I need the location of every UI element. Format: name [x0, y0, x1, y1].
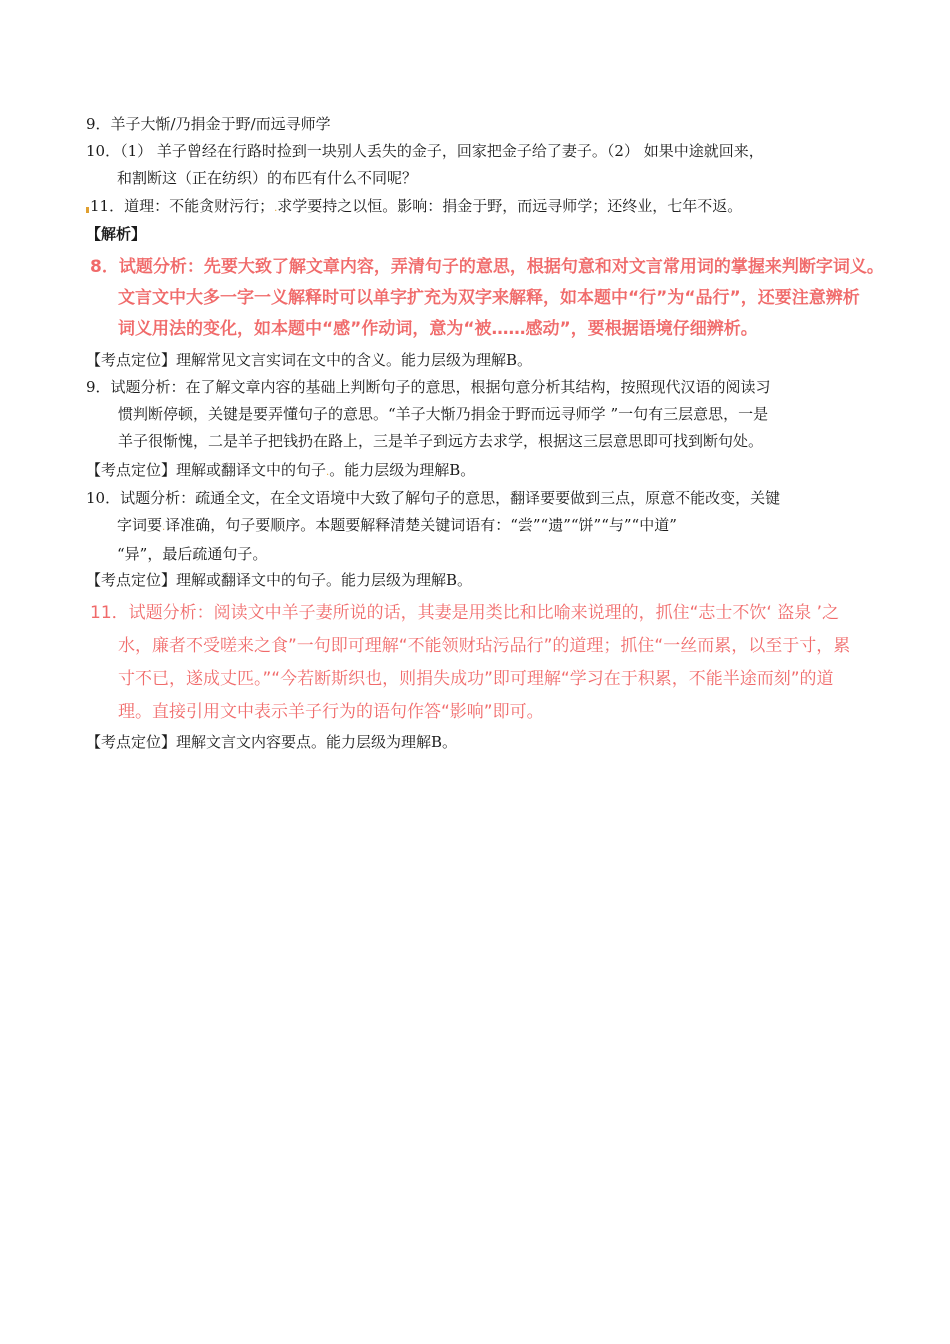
- answer-11-part2: 求学要持之以恒。影响：捐金于野，而远寻师学；还终业，七年不返。: [277, 197, 743, 215]
- edit-marker-icon: [86, 207, 89, 213]
- q11-locate: [86, 729, 876, 756]
- edit-dot-icon: .: [274, 203, 278, 214]
- q10-locate-text: 【考点定位】理解或翻译文中的句子。能力层级为理解B。: [86, 571, 473, 589]
- q10-locate: [86, 567, 876, 594]
- answer-10: [86, 138, 907, 192]
- q8-analysis-line2: 文言文中大多一字一义解释时可以单字扩充为双字来解释，如本题中“行”为“品行”，还要注意辨析: [118, 288, 860, 308]
- q11-analysis-line1: 11．试题分析：阅读文中羊子妻所说的话，其妻是用类比和比喻来说理的，抓住“志士不饮‘ 盗泉 ’之: [90, 603, 840, 623]
- q10-analysis-line2b: 译准确，句子要顺序。本题要解释清楚关键词语有：“尝”“遗”“饼”“与”“中道”: [165, 516, 677, 534]
- q11-analysis-line2: 水，廉者不受嗟来之食”一句即可理解“不能领财玷污品行”的道理；抓住“一丝而累，以至于寸，累: [118, 636, 851, 656]
- edit-dot-icon: .: [326, 467, 330, 478]
- q8-analysis-line1: 8．试题分析：先要大致了解文章内容，弄清句子的意思，根据句意和对文言常用词的掌握来判断字词义。: [90, 257, 884, 277]
- analysis-header-text: 【解析】: [86, 225, 147, 243]
- q8-locate-text: 【考点定位】理解常见文言实词在文中的含义。能力层级为理解B。: [86, 351, 533, 369]
- answer-11: [86, 193, 876, 222]
- q8-analysis-line3: 词义用法的变化，如本题中“感”作动词，意为“被……感动”，要根据语境仔细辨析。: [118, 319, 758, 339]
- q10-analysis-line2a: 字词要: [117, 516, 163, 534]
- q8-analysis: [86, 252, 918, 345]
- answer-9-text: 9．羊子大惭/乃捐金于野/而远寻师学: [86, 115, 331, 133]
- q9-locate: [86, 457, 876, 486]
- q9-analysis-line2: 惯判断停顿，关键是要弄懂句子的意思。“羊子大惭乃捐金于野而远寻师学 ”一句有三层意思，一是: [118, 405, 769, 423]
- q11-analysis: [86, 597, 918, 729]
- q10-analysis: [86, 485, 907, 568]
- q11-analysis-line4: 理。直接引用文中表示羊子行为的语句作答“影响”即可。: [118, 702, 544, 722]
- q11-locate-text: 【考点定位】理解文言文内容要点。能力层级为理解B。: [86, 733, 458, 751]
- q11-analysis-line3: 寸不已，遂成丈匹。”“今若断斯织也，则捐失成功”即可理解“学习在于积累，不能半途而刻”的道: [118, 669, 834, 689]
- q10-analysis-line3: “异”，最后疏通句子。: [117, 545, 268, 563]
- q9-analysis-line3: 羊子很惭愧，二是羊子把钱扔在路上，三是羊子到远方去求学，根据这三层意思即可找到断句处。: [118, 432, 764, 450]
- analysis-header: [86, 221, 876, 248]
- q9-locate-part1: 【考点定位】理解或翻译文中的句子: [86, 461, 327, 479]
- answer-11-part1: 11．道理：不能贪财污行；: [90, 197, 275, 215]
- q9-analysis: [86, 374, 908, 455]
- q9-analysis-line1: 9．试题分析：在了解文章内容的基础上判断句子的意思，根据句意分析其结构，按照现代汉语的阅读习: [86, 378, 771, 396]
- answer-10-line1: 10．（1） 羊子曾经在行路时捡到一块别人丢失的金子，回家把金子给了妻子。（2） 如果中途就回来，: [86, 142, 764, 160]
- answer-9: [86, 111, 876, 138]
- answer-10-line2: 和割断这（正在纺织）的布匹有什么不同呢？: [117, 169, 418, 187]
- q8-locate: [86, 347, 876, 374]
- edit-dot-icon: .: [162, 522, 166, 533]
- q9-locate-part2: 。能力层级为理解B。: [329, 461, 476, 479]
- q10-analysis-line1: 10．试题分析：疏通全文，在全文语境中大致了解句子的意思，翻译要要做到三点，原意不能改变，关键: [86, 489, 781, 507]
